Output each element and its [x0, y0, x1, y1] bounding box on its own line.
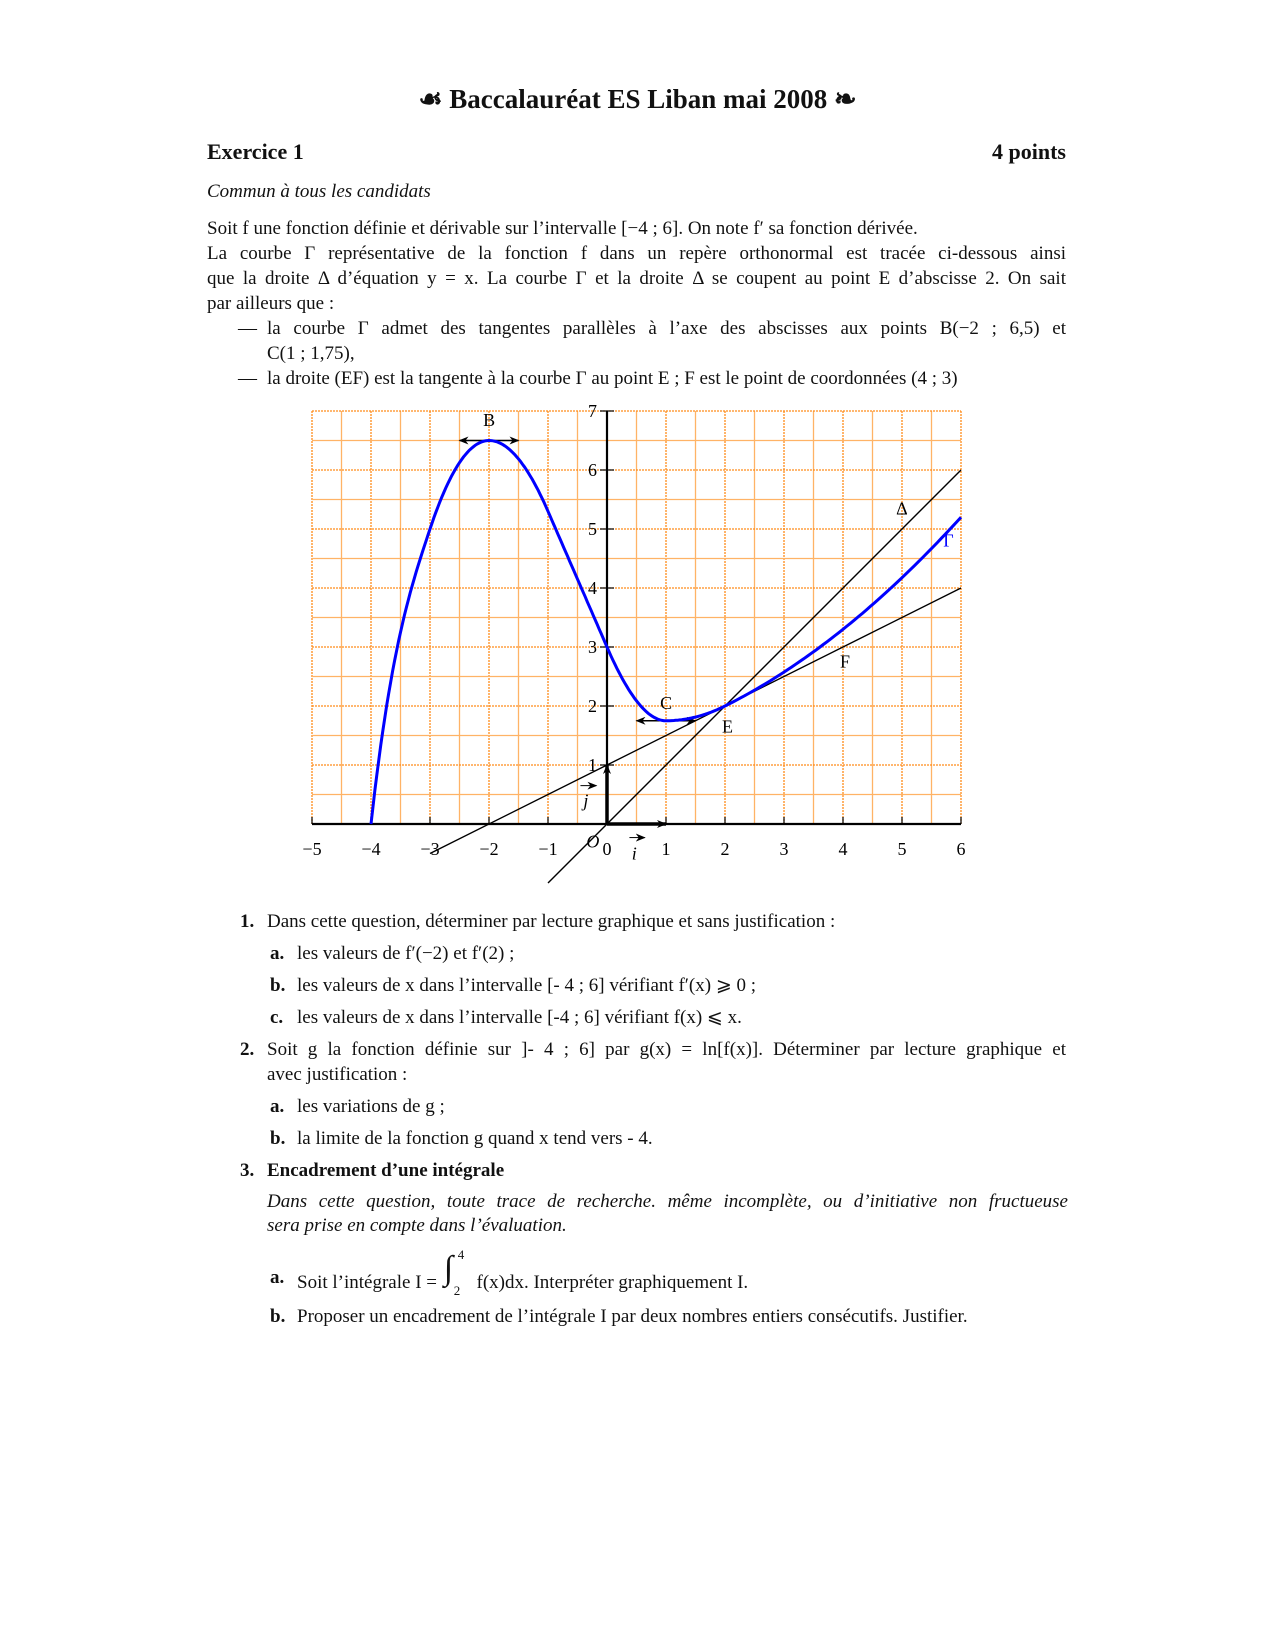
q3a-prefix: Soit l’intégrale I =	[297, 1272, 437, 1293]
x-tick-label: 4	[838, 839, 848, 859]
x-tick-label: 1	[661, 839, 671, 859]
exercise-audience: Commun à tous les candidats	[207, 181, 431, 202]
integral-sign: ∫	[443, 1250, 454, 1287]
bullet-line: la droite (EF) est la tangente à la courbe Γ au point E ; F est le point de coordonnées (4 ; 3)	[267, 368, 958, 389]
y-tick-label: 6	[588, 460, 597, 480]
q2b-label: b.	[270, 1128, 286, 1149]
q2b-text: la limite de la fonction g quand x tend vers - 4.	[297, 1128, 653, 1149]
x-tick-label: −2	[479, 839, 499, 859]
label-vector-i: i	[631, 843, 637, 864]
ornament-left-icon: ☙	[418, 84, 443, 114]
q3-note: sera prise en compte dans l’évaluation.	[267, 1215, 567, 1236]
intro-line: Soit f une fonction définie et dérivable sur l’intervalle [−4 ; 6]. On note f′ sa fonction dérivée.	[207, 218, 918, 239]
label-curve-gamma: Γ	[943, 530, 954, 551]
q3b-text: Proposer un encadrement de l’intégrale I par deux nombres entiers consécutifs. Justifier.	[297, 1306, 968, 1327]
x-tick-label: −4	[361, 839, 381, 859]
y-tick-label: 4	[588, 578, 597, 598]
bullet-line: C(1 ; 1,75),	[267, 343, 355, 364]
label-point-b: B	[483, 409, 496, 430]
q1b-label: b.	[270, 975, 286, 996]
q1-number: 1.	[240, 911, 255, 932]
q2-text: Soit g la fonction définie sur ]- 4 ; 6] par g(x) = ln[f(x)]. Déterminer par lecture graphique et	[267, 1039, 1066, 1060]
exercise-points: 4 points	[992, 139, 1066, 164]
x-tick-label: −1	[538, 839, 558, 859]
q2a-text: les variations de g ;	[297, 1096, 445, 1117]
q1a-text: les valeurs de f′(−2) et f′(2) ;	[297, 943, 515, 964]
q3-note: Dans cette question, toute trace de recherche. même incomplète, ou d’initiative non fructueuse	[267, 1191, 1068, 1212]
x-tick-label: 3	[779, 839, 789, 859]
exercise-name: Exercice 1	[207, 139, 304, 164]
q2a-label: a.	[270, 1096, 285, 1117]
integral-symbol	[442, 1247, 472, 1298]
y-tick-label: 7	[588, 401, 597, 421]
ornament-right-icon: ❧	[834, 84, 857, 114]
q1-text: Dans cette question, déterminer par lecture graphique et sans justification :	[267, 911, 836, 932]
label-point-f: F	[840, 651, 851, 672]
label-point-e: E	[722, 716, 734, 737]
intro-line: par ailleurs que :	[207, 293, 335, 314]
q3-number: 3.	[240, 1160, 255, 1181]
label-point-c: C	[660, 692, 673, 713]
q2-text: avec justification :	[267, 1064, 408, 1085]
x-tick-label: 5	[897, 839, 907, 859]
y-tick-label: 3	[588, 637, 597, 657]
x-tick-label: −5	[302, 839, 322, 859]
y-tick-label: 2	[588, 696, 597, 716]
bullet-line: la courbe Γ admet des tangentes parallèles à l’axe des abscisses aux points B(−2 ; 6,5) et	[267, 318, 1066, 339]
bullet-dash: —	[238, 368, 257, 389]
x-tick-label: −3	[420, 839, 440, 859]
q2-number: 2.	[240, 1039, 255, 1060]
q1c-text: les valeurs de x dans l’intervalle [-4 ; 6] vérifiant f(x) ⩽ x.	[297, 1007, 742, 1028]
label-vector-j: j	[583, 790, 589, 811]
title-text: Baccalauréat ES Liban mai 2008	[449, 84, 828, 114]
x-tick-label: 2	[720, 839, 730, 859]
q1c-label: c.	[270, 1007, 284, 1028]
q3a-label: a.	[270, 1267, 285, 1288]
label-origin: O	[586, 831, 600, 852]
q3b-label: b.	[270, 1306, 286, 1327]
q1b-text: les valeurs de x dans l’intervalle [- 4 ; 6] vérifiant f′(x) ⩾ 0 ;	[297, 975, 757, 996]
y-tick-label: 1	[588, 755, 597, 775]
label-line-delta: Δ	[896, 498, 908, 519]
q3a-suffix: f(x)dx. Interpréter graphiquement I.	[476, 1272, 749, 1293]
y-tick-label: 5	[588, 519, 597, 539]
integral-lower-bound: 2	[453, 1283, 461, 1298]
q3a-text	[297, 1247, 749, 1298]
q3-title: Encadrement d’une intégrale	[267, 1160, 505, 1181]
intro-line: que la droite Δ d’équation y = x. La courbe Γ et la droite Δ se coupent au point E d’abscisse 2. On sait	[207, 268, 1066, 289]
q1a-label: a.	[270, 943, 285, 964]
integral-upper-bound: 4	[457, 1247, 465, 1262]
intro-line: La courbe Γ représentative de la fonction f dans un repère orthonormal est tracée ci-dessous ainsi	[207, 243, 1066, 264]
x-tick-label: 0	[602, 839, 612, 859]
bullet-dash: —	[238, 318, 257, 339]
x-tick-label: 6	[956, 839, 966, 859]
